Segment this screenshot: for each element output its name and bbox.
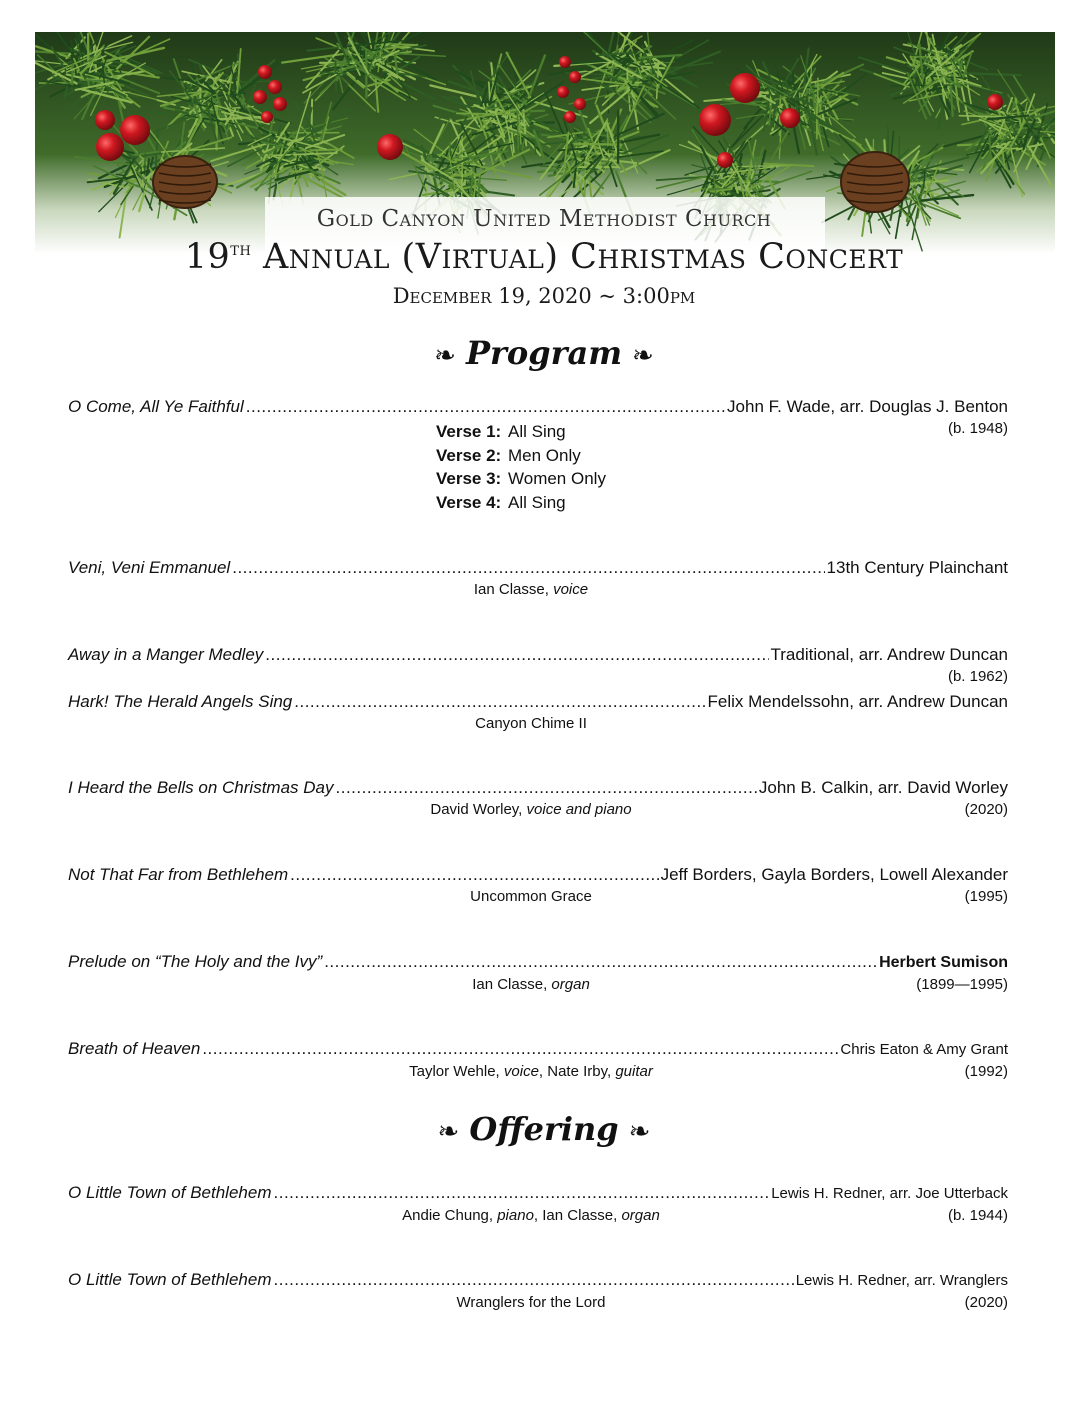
piece-composer: Traditional, arr. Andrew Duncan [770, 645, 1008, 664]
pine-needle [457, 113, 514, 114]
holly-berry-icon [273, 97, 287, 111]
piece-composer: Felix Mendelssohn, arr. Andrew Duncan [707, 692, 1008, 711]
concert-number: 19 [184, 237, 231, 277]
piece-years: (b. 1944) [947, 1207, 1008, 1224]
piece-composer: Lewis H. Redner, arr. Wranglers [795, 1272, 1008, 1289]
holly-berry-icon [699, 104, 731, 136]
program-heading [0, 334, 1088, 372]
verse-label: Verse 3: [436, 469, 502, 488]
piece-title: Not That Far from Bethlehem [68, 865, 289, 884]
leader-dots [294, 691, 705, 713]
verse-text: Women Only [508, 469, 606, 488]
verse-list [436, 420, 606, 514]
piece-composer: John B. Calkin, arr. David Worley [758, 778, 1008, 797]
holly-berry-icon [559, 56, 571, 68]
program-item [68, 1269, 1008, 1314]
program-item [68, 777, 1008, 821]
piece-title: Breath of Heaven [68, 1039, 201, 1058]
piece-years: (b. 1948) [947, 420, 1008, 437]
leader-dots [232, 557, 824, 579]
piece-title: Veni, Veni Emmanuel [68, 558, 231, 577]
offering-heading-text: Offering [469, 1110, 619, 1148]
piece-composer: Lewis H. Redner, arr. Joe Utterback [771, 1185, 1008, 1202]
program-item [68, 951, 1008, 996]
holly-berry-icon [717, 152, 733, 168]
verse-text: Men Only [508, 445, 581, 465]
piece-title: Away in a Manger Medley [68, 645, 264, 664]
piece-title: O Little Town of Bethlehem [68, 1270, 272, 1289]
concert-ordinal: th [230, 239, 252, 260]
verse-line [436, 420, 606, 444]
holly-berry-icon [377, 134, 403, 160]
piece-composer: John F. Wade, arr. Douglas J. Benton [727, 397, 1008, 416]
piece-performer: Andie Chung, piano, Ian Classe, organ [402, 1207, 660, 1224]
leader-dots [246, 396, 725, 418]
piece-performer: Ian Classe, voice [473, 581, 589, 598]
program-item [68, 691, 1008, 735]
verse-label: Verse 2: [436, 445, 502, 465]
program-item [68, 1038, 1008, 1083]
verse-text: All Sing [508, 422, 566, 441]
piece-title: O Come, All Ye Faithful [68, 397, 244, 416]
ornament-right-icon: ❧ [632, 341, 654, 371]
piece-performer: David Worley, voice and piano [430, 801, 632, 818]
piece-performer: Uncommon Grace [470, 888, 592, 905]
holly-berry-icon [569, 71, 581, 83]
holly-berry-icon [564, 111, 576, 123]
piece-composer: Jeff Borders, Gayla Borders, Lowell Alexander [660, 865, 1008, 884]
pine-needle [575, 144, 621, 145]
leader-dots [336, 777, 757, 799]
concert-title [0, 237, 1088, 277]
verse-label: Verse 4: [436, 492, 502, 512]
holly-berry-icon [557, 86, 569, 98]
holly-berry-icon [253, 90, 267, 104]
piece-title: I Heard the Bells on Christmas Day [68, 778, 334, 797]
piece-years: (1992) [964, 1063, 1008, 1080]
leader-dots [274, 1269, 794, 1291]
program-item [68, 864, 1008, 908]
piece-performer: Ian Classe, organ [472, 976, 590, 993]
verse-label: Verse 1: [436, 422, 502, 441]
piece-title: O Little Town of Bethlehem [68, 1183, 272, 1202]
church-name: Gold Canyon United Methodist Church [316, 206, 772, 232]
concert-date: December 19, 2020 ~ 3:00pm [392, 284, 696, 308]
holly-berry-icon [95, 110, 115, 130]
concert-title-rest: Annual (Virtual) Christmas Concert [262, 237, 904, 277]
program-item [68, 557, 1008, 601]
holly-berry-icon [730, 73, 760, 103]
piece-title: Prelude on “The Holy and the Ivy” [68, 952, 323, 971]
verse-line [436, 444, 606, 468]
ornament-left-icon: ❧ [434, 341, 456, 371]
leader-dots [202, 1038, 838, 1060]
piece-performer: Canyon Chime II [475, 715, 587, 732]
piece-performer: Wranglers for the Lord [456, 1294, 606, 1311]
piece-years: (1995) [964, 888, 1008, 905]
ornament-right-icon: ❧ [628, 1117, 651, 1147]
holly-berry-icon [574, 98, 586, 110]
program-item [68, 644, 1008, 688]
leader-dots [290, 864, 658, 886]
offering-heading [0, 1110, 1088, 1148]
piece-years: (2020) [964, 801, 1008, 818]
holly-berry-icon [780, 108, 800, 128]
piece-performer: Taylor Wehle, voice, Nate Irby, guitar [409, 1063, 653, 1080]
piece-years: (b. 1962) [947, 668, 1008, 685]
holly-berry-icon [96, 133, 124, 161]
holly-berry-icon [120, 115, 150, 145]
leader-dots [265, 644, 768, 666]
piece-composer: Herbert Sumison [879, 954, 1008, 971]
holly-berry-icon [268, 80, 282, 94]
holly-berry-icon [258, 65, 272, 79]
verse-line [436, 491, 606, 515]
verse-text: All Sing [508, 492, 566, 512]
piece-title: Hark! The Herald Angels Sing [68, 692, 293, 711]
piece-years: (1899—1995) [916, 976, 1008, 993]
program-item [68, 1182, 1008, 1227]
leader-dots [324, 951, 877, 973]
holly-berry-icon [261, 111, 273, 123]
verse-line [436, 467, 606, 491]
piece-composer: Chris Eaton & Amy Grant [840, 1041, 1008, 1058]
leader-dots [274, 1182, 770, 1204]
piece-composer: 13th Century Plainchant [826, 558, 1008, 577]
holly-berry-icon [987, 94, 1003, 110]
program-heading-text: Program [465, 334, 623, 372]
piece-years: (2020) [964, 1294, 1008, 1311]
ornament-left-icon: ❧ [437, 1117, 460, 1147]
